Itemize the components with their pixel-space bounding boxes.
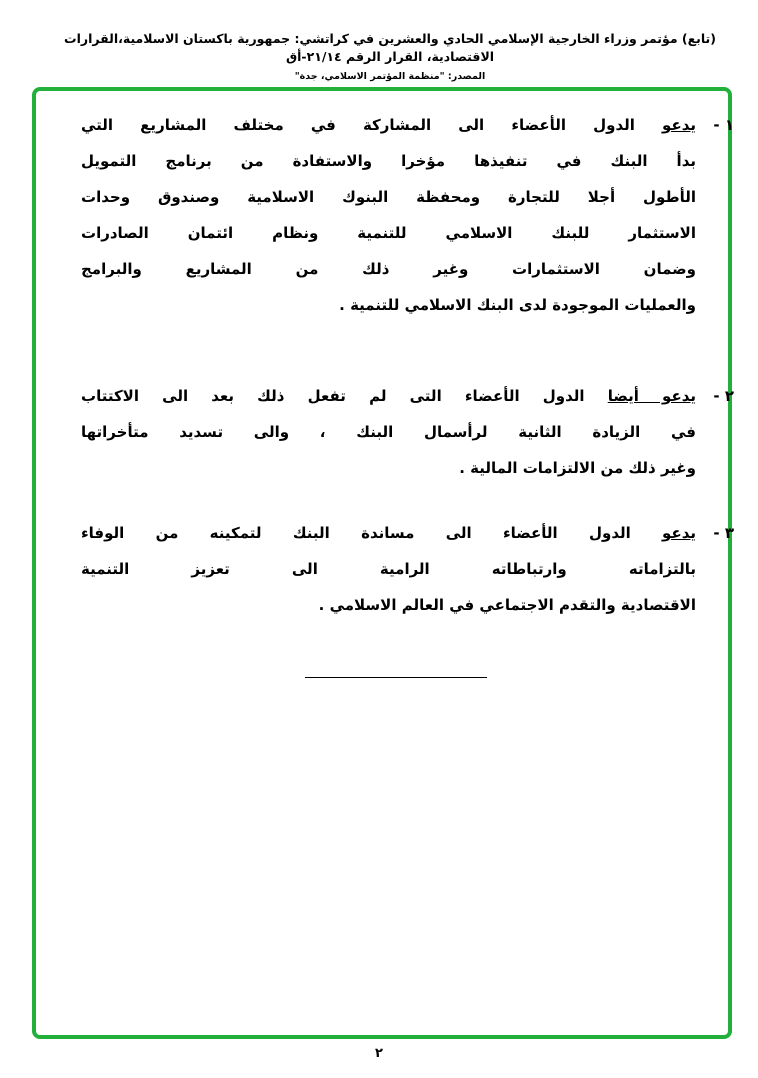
header-title: (تابع) مؤتمر وزراء الخارجية الإسلامي الحادي والعشرين في كراتشي: جمهورية باكستان الاسلامية،القرارات الاقتصادية، القرار الرقم ٢١/١٤-أق [64,31,716,64]
resolution-item-2: ٢ - يدعو أيضا الدول الأعضاء التى لم تفعل ذلك بعد الى الاكتتاب في الزيادة الثانية لرأسمال البنك ، والى تسديد متأخراتها وغير ذلك من الالتزامات المالية . [81,378,696,486]
header-source: المصدر: "منظمة المؤتمر الاسلامي، جدة" [294,71,486,82]
item-number: ٢ - [713,387,734,405]
resolution-item-1: ١ - يدعو الدول الأعضاء الى المشاركة في مختلف المشاريع التي بدأ البنك في تنفيذها مؤخرا والاستفادة من برنامج التمويل الأطول أجلا للتجارة ومحفظة البنوك الاسلامية وصندوق وحدات الاستثمار للبنك الاسلامي للتنمية ونظام ائتمان الصادرات وضمان الاستثمارات وغير ذلك من المشاريع والبرامج والعمليات الموجودة لدى البنك الاسلامي للتنمية . [81,107,696,323]
resolution-item-3: ٣ - يدعو الدول الأعضاء الى مساندة البنك لتمكينه من الوفاء بالتزاماته وارتباطاته الرامية الى تعزيز التنمية الاقتصادية والتقدم الاجتماعي في العالم الاسلامي . [81,515,696,623]
end-divider [305,677,487,678]
item-keyword: يدعو أيضا [607,387,696,405]
item-number: ٣ - [713,524,734,542]
page-number: ٢ [375,1046,383,1061]
item-number: ١ - [713,116,734,134]
item-keyword: يدعو [662,524,696,542]
item-keyword: يدعو [662,116,696,134]
document-header [40,30,740,84]
